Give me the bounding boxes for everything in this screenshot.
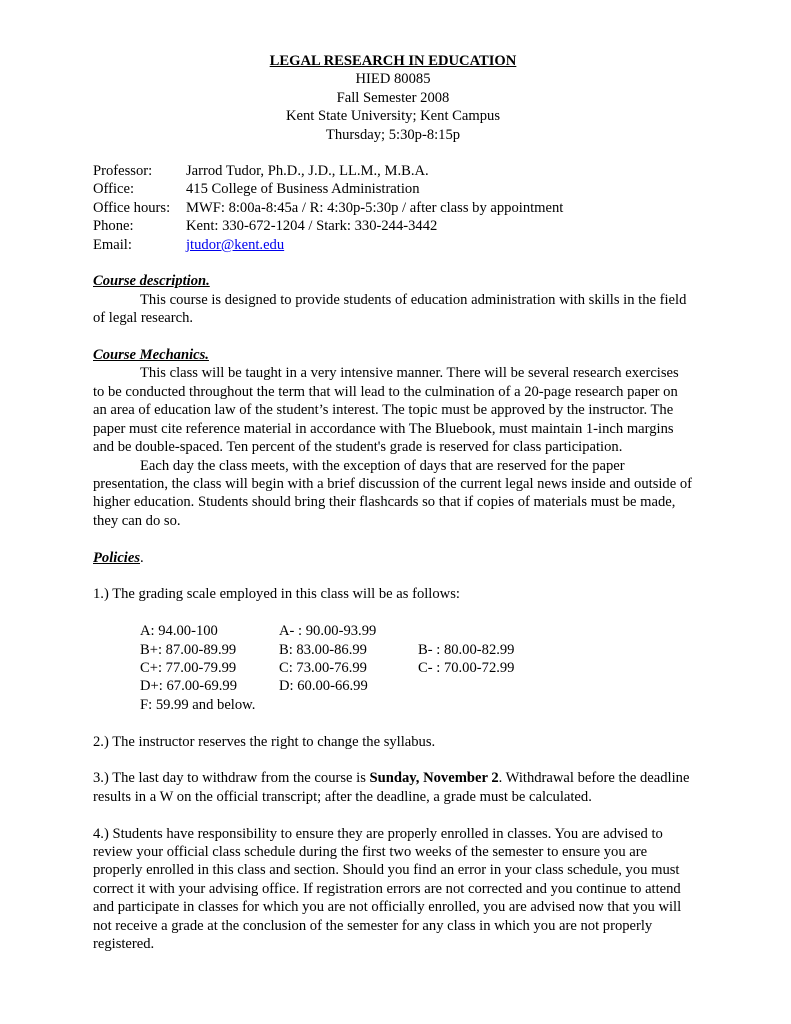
document-header — [93, 52, 693, 144]
course-title: LEGAL RESEARCH IN EDUCATION — [269, 53, 517, 69]
grade-d: D: 60.00-66.99 — [279, 678, 368, 695]
grade-row — [140, 677, 693, 695]
course-description-section — [93, 272, 693, 327]
policy-item-1: 1.) The grading scale employed in this class will be as follows: — [93, 586, 460, 603]
class-schedule: Thursday; 5:30p-8:15p — [325, 126, 461, 143]
grade-c-plus: C+: 77.00-79.99 — [140, 659, 237, 676]
grade-row — [140, 641, 693, 659]
course-mechanics-paragraph-2: Each day the class meets, with the exception of days that are reserved for the paper presentation, the class will begin with a brief discussion of the current legal news inside and outside of higher education. Students should bring their flashcards so that if copies of materials must be made, they can do so. — [93, 457, 693, 529]
course-mechanics-section — [93, 346, 693, 530]
policy-item-4: 4.) Students have responsibility to ensure they are properly enrolled in classes. You are advised to review your official class schedule during the first two weeks of the semester to ensure you are properly enrolled in this class and section. Should you find an error in your class schedule, you must correct it with your advising office. If registration errors are not corrected and you continue to attend and participate in classes for which you are not officially enrolled, you are advised now that you will not receive a grade at the conclusion of the semester for any class in which you are not properly registered. — [93, 825, 682, 952]
email-link[interactable]: jtudor@kent.edu — [186, 236, 285, 253]
office-hours-label: Office hours: — [93, 199, 171, 216]
grading-scale — [93, 622, 693, 714]
policy-item-3-intro: 3.) The last day to withdraw from the course is — [93, 770, 370, 787]
office-value: 415 College of Business Administration — [186, 181, 420, 198]
professor-value: Jarrod Tudor, Ph.D., J.D., LL.M., M.B.A. — [186, 163, 429, 180]
grade-a: A: 94.00-100 — [140, 623, 218, 640]
office-hours-value: MWF: 8:00a-8:45a / R: 4:30p-5:30p / after class by appointment — [186, 199, 564, 216]
course-description-text: This course is designed to provide students of education administration with skills in the field of legal research. — [93, 291, 687, 327]
policies-heading: Policies — [93, 549, 141, 566]
office-row — [93, 180, 693, 198]
grade-a-minus: A- : 90.00-93.99 — [279, 623, 377, 640]
semester: Fall Semester 2008 — [336, 89, 450, 106]
course-mechanics-heading: Course Mechanics. — [93, 347, 209, 364]
phone-row — [93, 217, 693, 235]
phone-value: Kent: 330-672-1204 / Stark: 330-244-3442 — [186, 218, 438, 235]
grade-row — [140, 696, 693, 714]
grade-c-minus: C- : 70.00-72.99 — [418, 659, 515, 676]
policies-section — [93, 549, 693, 954]
policy-item-2: 2.) The instructor reserves the right to change the syllabus. — [93, 733, 436, 750]
grade-b-plus: B+: 87.00-89.99 — [140, 641, 237, 658]
course-code: HIED 80085 — [355, 71, 431, 88]
grade-d-plus: D+: 67.00-69.99 — [140, 678, 238, 695]
professor-row — [93, 162, 693, 180]
phone-label: Phone: — [93, 218, 134, 235]
office-hours-row — [93, 199, 693, 217]
grade-c: C: 73.00-76.99 — [279, 659, 367, 676]
syllabus-page — [93, 52, 693, 953]
email-row — [93, 236, 693, 254]
policies-heading-period: . — [140, 549, 144, 566]
course-description-heading: Course description. — [93, 273, 210, 290]
office-label: Office: — [93, 181, 135, 198]
policy-item-3-rest: . Withdrawal before the deadline results in a W on the official transcript; after the deadline, a grade must be calculated. — [93, 770, 690, 805]
grade-row — [140, 622, 693, 640]
grade-f: F: 59.99 and below. — [140, 696, 256, 713]
email-label: Email: — [93, 236, 132, 253]
policy-item-3 — [93, 769, 693, 806]
grade-b-minus: B- : 80.00-82.99 — [418, 641, 515, 658]
grade-b: B: 83.00-86.99 — [279, 641, 367, 658]
instructor-info — [93, 162, 693, 254]
university: Kent State University; Kent Campus — [285, 108, 500, 125]
course-mechanics-paragraph-1: This class will be taught in a very intensive manner. There will be several research exercises to be conducted throughout the term that will lead to the culmination of a 20-page research paper on an area of education law of the student’s interest. The topic must be approved by the instructor. The paper must cite reference material in accordance with The Bluebook, must maintain 1-inch margins and be double-spaced. Ten percent of the student's grade is reserved for class participation. — [93, 365, 679, 456]
grade-row — [140, 659, 693, 677]
withdraw-deadline: Sunday, November 2 — [369, 770, 499, 787]
professor-label: Professor: — [93, 163, 153, 180]
